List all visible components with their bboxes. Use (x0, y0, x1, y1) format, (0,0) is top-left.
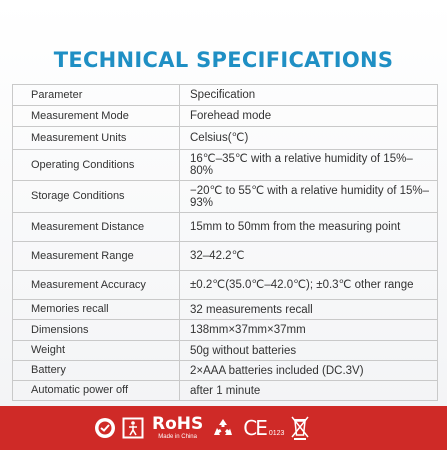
page-title: TECHNICAL SPECIFICATIONS (53, 48, 394, 72)
medical-device-icon (94, 417, 116, 439)
recycle-icon (211, 417, 235, 439)
spec-cell: 138mm×37mm×37mm (180, 320, 438, 341)
certification-icons (94, 409, 354, 447)
param-cell: Memories recall (13, 300, 180, 320)
rohs-subtext: Made in China (158, 434, 197, 440)
table-row (13, 127, 438, 150)
param-cell: Measurement Mode (13, 106, 180, 127)
spec-cell: Forehead mode (180, 106, 438, 127)
ce-mark: CE (243, 416, 266, 440)
param-cell: Measurement Distance (13, 213, 180, 242)
table-row (13, 300, 438, 320)
rohs-label: RoHS (152, 414, 204, 434)
table-row (13, 361, 438, 381)
table-row (13, 106, 438, 127)
spec-cell: Specification (180, 85, 438, 106)
table-row (13, 242, 438, 271)
table-row (13, 213, 438, 242)
param-cell: Dimensions (13, 320, 180, 341)
spec-cell: 50g without batteries (180, 341, 438, 361)
table-row (13, 271, 438, 300)
spec-cell: Celsius(℃) (180, 127, 438, 150)
param-cell: Storage Conditions (13, 181, 180, 213)
spec-cell: 32–42.2℃ (180, 242, 438, 271)
table-row (13, 381, 438, 401)
param-cell: Measurement Range (13, 242, 180, 271)
param-cell: Measurement Units (13, 127, 180, 150)
param-cell: Automatic power off (13, 381, 180, 401)
spec-cell: 16℃–35℃ with a relative humidity of 15%–80% (180, 150, 438, 181)
table-row (13, 85, 438, 106)
param-cell: Battery (13, 361, 180, 381)
param-cell: Measurement Accuracy (13, 271, 180, 300)
spec-cell: 2×AAA batteries included (DC.3V) (180, 361, 438, 381)
table-row (13, 150, 438, 181)
weee-bin-icon (290, 415, 310, 441)
table-row (13, 320, 438, 341)
param-cell: Operating Conditions (13, 150, 180, 181)
spec-table (12, 84, 438, 401)
spec-cell: −20℃ to 55℃ with a relative humidity of 15%–93% (180, 181, 438, 213)
spec-cell: after 1 minute (180, 381, 438, 401)
table-row (13, 341, 438, 361)
patient-applied-part-icon (122, 417, 144, 439)
table-row (13, 181, 438, 213)
spec-cell: 32 measurements recall (180, 300, 438, 320)
param-cell: Parameter (13, 85, 180, 106)
param-cell: Weight (13, 341, 180, 361)
ce-notified-body-number: 0123 (268, 430, 285, 437)
rohs-logo (152, 416, 203, 440)
spec-cell: ±0.2℃(35.0℃–42.0℃); ±0.3℃ other range (180, 271, 438, 300)
spec-cell: 15mm to 50mm from the measuring point (180, 213, 438, 242)
